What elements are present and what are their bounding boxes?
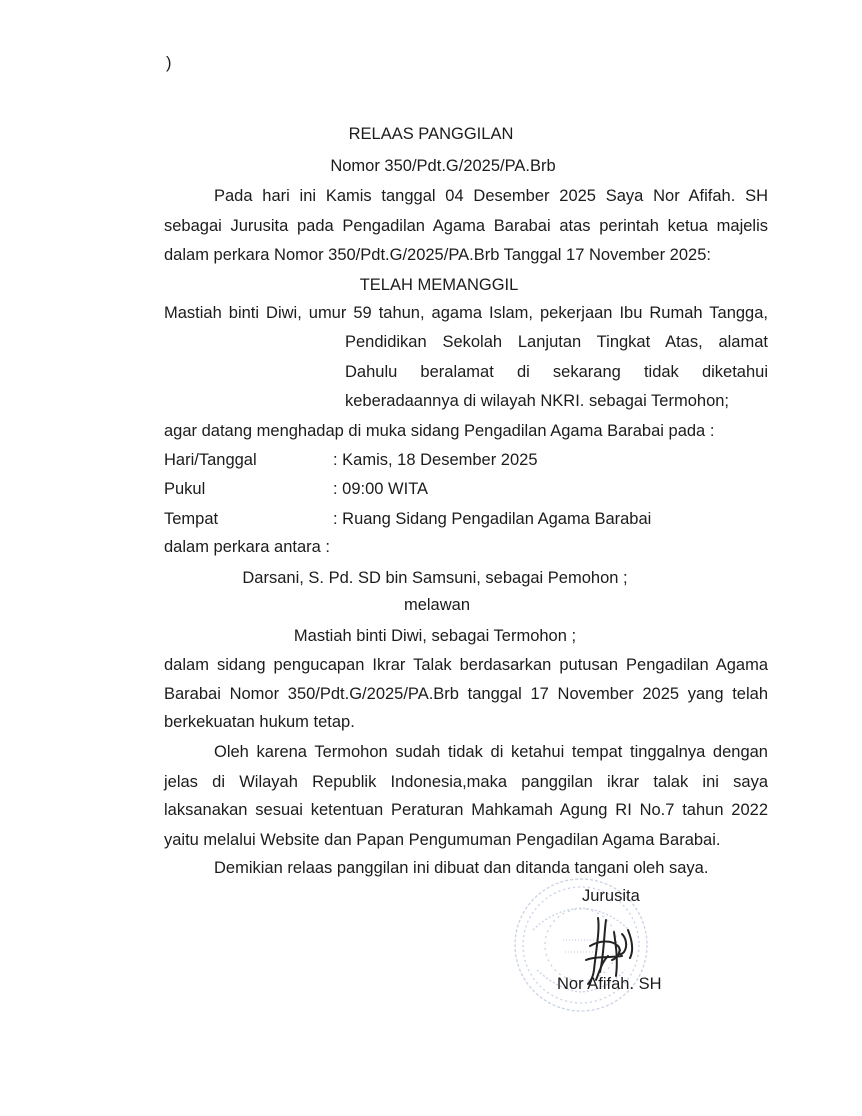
closing-statement: Demikian relaas panggilan ini dibuat dan ditanda tangani oleh saya. [214,859,709,877]
top-mark: ) [166,54,172,72]
hearing-line: dalam sidang pengucapan Ikrar Talak berdasarkan putusan Pengadilan Agama [164,656,768,674]
case-between: dalam perkara antara : [164,538,331,556]
signer-role: Jurusita [582,887,640,905]
petitioner: Darsani, S. Pd. SD bin Samsuni, sebagai Pemohon ; [242,569,628,587]
summoned-heading: TELAH MEMANGGIL [359,276,519,294]
respondent: Mastiah binti Diwi, sebagai Termohon ; [293,627,577,645]
document-number: Nomor 350/Pdt.G/2025/PA.Brb [330,157,556,175]
schedule-value: : 09:00 WITA [333,480,429,498]
reason-line: laksanakan sesuai ketentuan Peraturan Mahkamah Agung RI No.7 tahun 2022 [164,801,768,819]
reason-line: Oleh karena Termohon sudah tidak di ketahui tempat tinggalnya dengan [214,743,768,761]
reason-line: yaitu melalui Website dan Papan Pengumuman Pengadilan Agama Barabai. [164,831,721,849]
party-address-line: keberadaannya di wilayah NKRI. sebagai Termohon; [345,392,730,410]
attend-line: agar datang menghadap di muka sidang Pengadilan Agama Barabai pada : [164,422,715,440]
schedule-label: Tempat [164,510,219,528]
reason-line: jelas di Wilayah Republik Indonesia,maka panggilan ikrar talak ini saya [164,773,768,791]
schedule-value: : Ruang Sidang Pengadilan Agama Barabai [333,510,652,528]
versus: melawan [403,596,471,614]
party-address-line: Pendidikan Sekolah Lanjutan Tingkat Atas, alamat [345,333,768,351]
intro-line: dalam perkara Nomor 350/Pdt.G/2025/PA.Brb Tanggal 17 November 2025: [164,246,711,264]
signer-name: Nor Afifah. SH [557,975,662,993]
schedule-label: Pukul [164,480,206,498]
party-address-line: Dahulu beralamat di sekarang tidak diketahui [345,363,768,381]
party-line: Mastiah binti Diwi, umur 59 tahun, agama Islam, pekerjaan Ibu Rumah Tangga, [164,304,768,322]
hearing-line: berkekuatan hukum tetap. [164,713,355,731]
document-title: RELAAS PANGGILAN [348,125,514,143]
intro-line: Pada hari ini Kamis tanggal 04 Desember 2025 Saya Nor Afifah. SH [214,187,768,205]
schedule-label: Hari/Tanggal [164,451,257,469]
schedule-value: : Kamis, 18 Desember 2025 [333,451,538,469]
intro-line: sebagai Jurusita pada Pengadilan Agama Barabai atas perintah ketua majelis [164,217,768,235]
hearing-line: Barabai Nomor 350/Pdt.G/2025/PA.Brb tanggal 17 November 2025 yang telah [164,685,768,703]
